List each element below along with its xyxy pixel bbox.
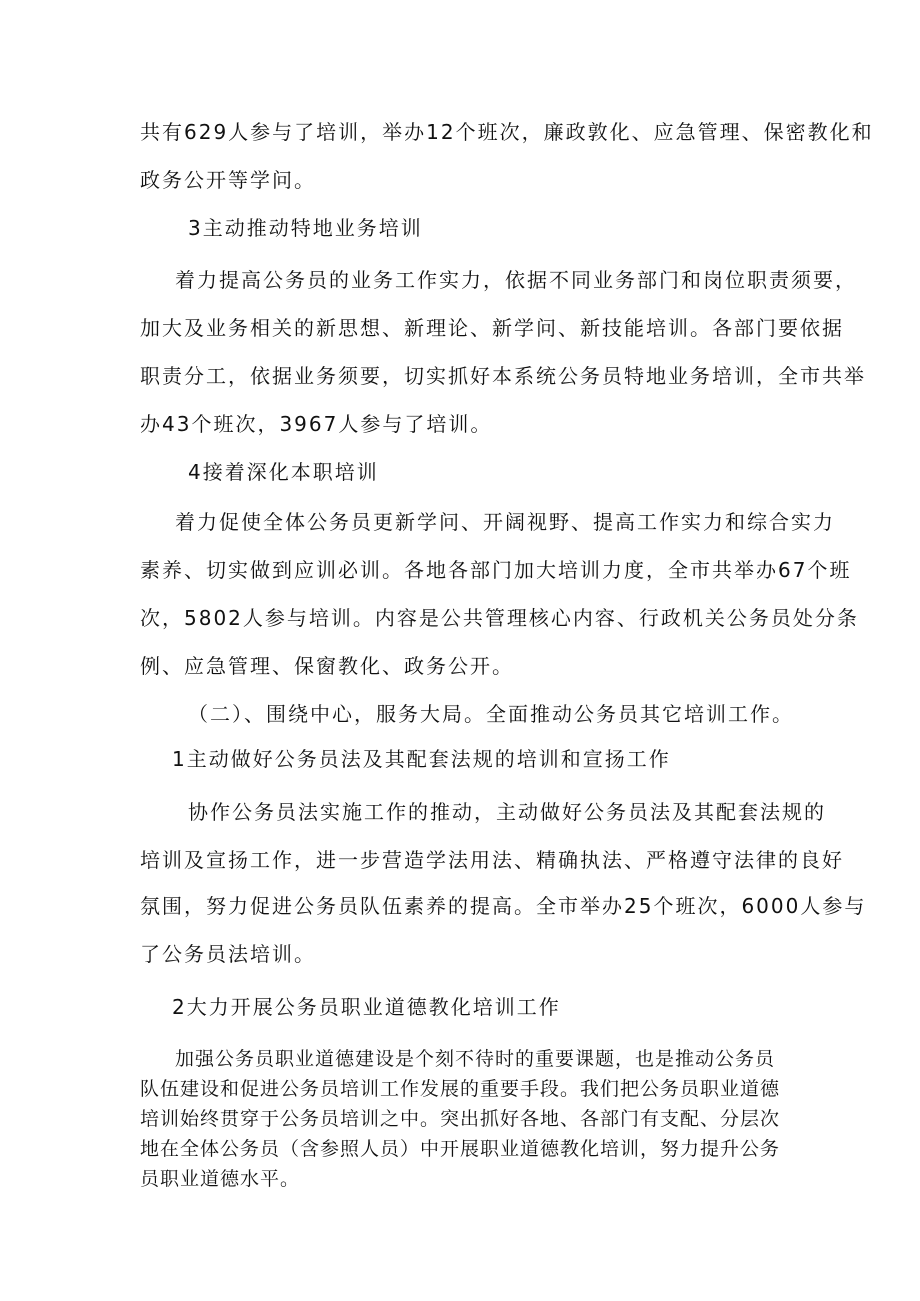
- paragraph-2-1-line-4: 了公务员法培训。: [140, 942, 316, 966]
- paragraph-2-1-line-2: 培训及宣扬工作，进一步营造学法用法、精确执法、严格遵守法律的良好: [140, 848, 844, 872]
- paragraph-4-line-4: 例、应急管理、保窗教化、政务公开。: [140, 654, 514, 678]
- paragraph-2-1-line-1: 协作公务员法实施工作的推动，主动做好公务员法及其配套法规的: [188, 800, 826, 824]
- paragraph-3-line-1: 着力提高公务员的业务工作实力，依据不同业务部门和岗位职责须要，: [175, 268, 857, 292]
- paragraph-4-line-1: 着力促使全体公务员更新学问、开阔视野、提高工作实力和综合实力: [175, 510, 835, 534]
- paragraph-intro-line-2: 政务公开等学问。: [140, 168, 316, 192]
- paragraph-3-line-3: 职责分工，依据业务须要，切实抓好本系统公务员特地业务培训，全市共举: [140, 364, 866, 388]
- heading-3: 3主动推动特地业务培训: [188, 216, 423, 240]
- paragraph-intro-line-1: 共有629人参与了培训，举办12个班次，廉政敦化、应急管理、保密教化和: [140, 120, 874, 144]
- paragraph-2-2-line-5: 员职业道德水平。: [140, 1168, 301, 1190]
- heading-2-2: 2大力开展公务员职业道德教化培训工作: [172, 995, 561, 1019]
- paragraph-2-1-line-3: 氛围，努力促进公务员队伍素养的提高。全市举办25个班次，6000人参与: [140, 894, 867, 918]
- paragraph-2-2-line-2: 队伍建设和促进公务员培训工作发展的重要手段。我们把公务员职业道德: [140, 1078, 781, 1100]
- paragraph-2-2-line-3: 培训始终贯穿于公务员培训之中。突出抓好各地、各部门有支配、分层次: [140, 1108, 781, 1130]
- paragraph-4-line-2: 素养、切实做到应训必训。各地各部门加大培训力度，全市共举办67个班: [140, 558, 852, 582]
- section-heading-2: （二）、围绕中心，服务大局。全面推动公务员其它培训工作。: [188, 702, 794, 726]
- paragraph-4-line-3: 次，5802人参与培训。内容是公共管理核心内容、行政机关公务员处分条: [140, 606, 859, 630]
- paragraph-2-2-line-1: 加强公务员职业道德建设是个刻不待时的重要课题，也是推动公务员: [175, 1048, 776, 1070]
- heading-2-1: 1主动做好公务员法及其配套法规的培训和宣扬工作: [172, 747, 671, 771]
- heading-4: 4接着深化本职培训: [188, 460, 379, 484]
- paragraph-3-line-4: 办43个班次，3967人参与了培训。: [140, 412, 493, 436]
- paragraph-3-line-2: 加大及业务相关的新思想、新理论、新学问、新技能培训。各部门要依据: [140, 316, 844, 340]
- paragraph-2-2-line-4: 地在全体公务员（含参照人员）中开展职业道德教化培训，努力提升公务: [140, 1138, 781, 1160]
